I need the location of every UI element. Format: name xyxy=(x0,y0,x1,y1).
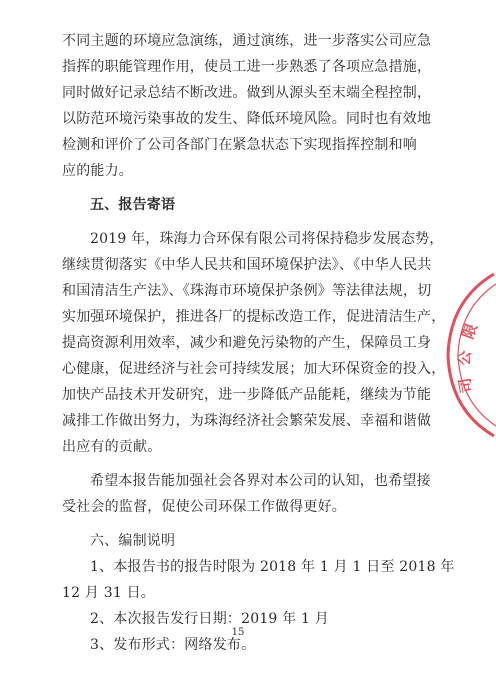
text-line: 实加强环境保护，推进各厂的提标改造工作，促进清洁生产， xyxy=(62,309,446,325)
svg-text:限: 限 xyxy=(458,321,481,342)
text-line: 应的能力。 xyxy=(62,163,133,179)
section-heading-report-message: 五、报告寄语 xyxy=(90,197,176,213)
text-line: 指挥的职能管理作用，使员工进一步熟悉了各项应急措施， xyxy=(62,59,432,75)
company-seal-stamp xyxy=(436,270,496,440)
page-number: 15 xyxy=(231,627,245,638)
text-line: 检测和评价了公司各部门在紧急状态下实现指挥控制和响 xyxy=(62,137,417,153)
paragraph-2019-outlook xyxy=(62,226,446,460)
text-line: 以防范环境污染事故的发生、降低环境风险。同时也有效地 xyxy=(62,111,432,127)
text-line: 出应有的贡献。 xyxy=(62,439,162,455)
text-line: 加快产品技术开发研究，进一步降低产品能耗，继续为节能 xyxy=(62,387,432,403)
text-line: 受社会的监督，促使公司环保工作做得更好。 xyxy=(62,499,346,515)
text-line: 减排工作做出努力，为珠海经济社会繁荣发展、幸福和谐做 xyxy=(62,413,432,429)
text-line: 12 月 31 日。 xyxy=(62,585,155,601)
section-heading-compilation-notes: 六、编制说明 xyxy=(90,533,176,549)
svg-text:司: 司 xyxy=(455,376,476,395)
text-line: 2019 年，珠海力合环保有限公司将保持稳步发展态势， xyxy=(90,231,444,247)
text-line: 1、本报告书的报告时限为 2018 年 1 月 1 日至 2018 年 xyxy=(90,559,455,575)
text-line: 和国清洁生产法》、《珠海市环境保护条例》等法律法规，切 xyxy=(62,283,432,299)
text-line: 提高资源利用效率，减少和避免污染物的产生，保障员工身 xyxy=(62,335,432,351)
list-item-publish-form: 3、发布形式：网络发布。 xyxy=(90,637,256,653)
svg-text:公: 公 xyxy=(455,349,475,367)
body-text xyxy=(62,28,455,658)
list-item-report-period xyxy=(62,554,455,606)
paragraph-hope xyxy=(62,468,431,520)
text-line: 同时做好记录总结不断改进。做到从源头至末端全程控制， xyxy=(62,85,432,101)
list-item-issue-date: 2、本次报告发行日期：2019 年 1 月 xyxy=(90,611,329,627)
text-line: 希望本报告能加强社会各界对本公司的认知，也希望接 xyxy=(90,473,431,489)
paragraph-emergency-drill xyxy=(62,28,432,184)
text-line: 继续贯彻落实《中华人民共和国环境保护法》、《中华人民共 xyxy=(62,257,432,273)
text-line: 不同主题的环境应急演练，通过演练，进一步落实公司应急 xyxy=(62,33,432,49)
text-line: 心健康，促进经济与社会可持续发展；加大环保资金的投入， xyxy=(62,361,446,377)
